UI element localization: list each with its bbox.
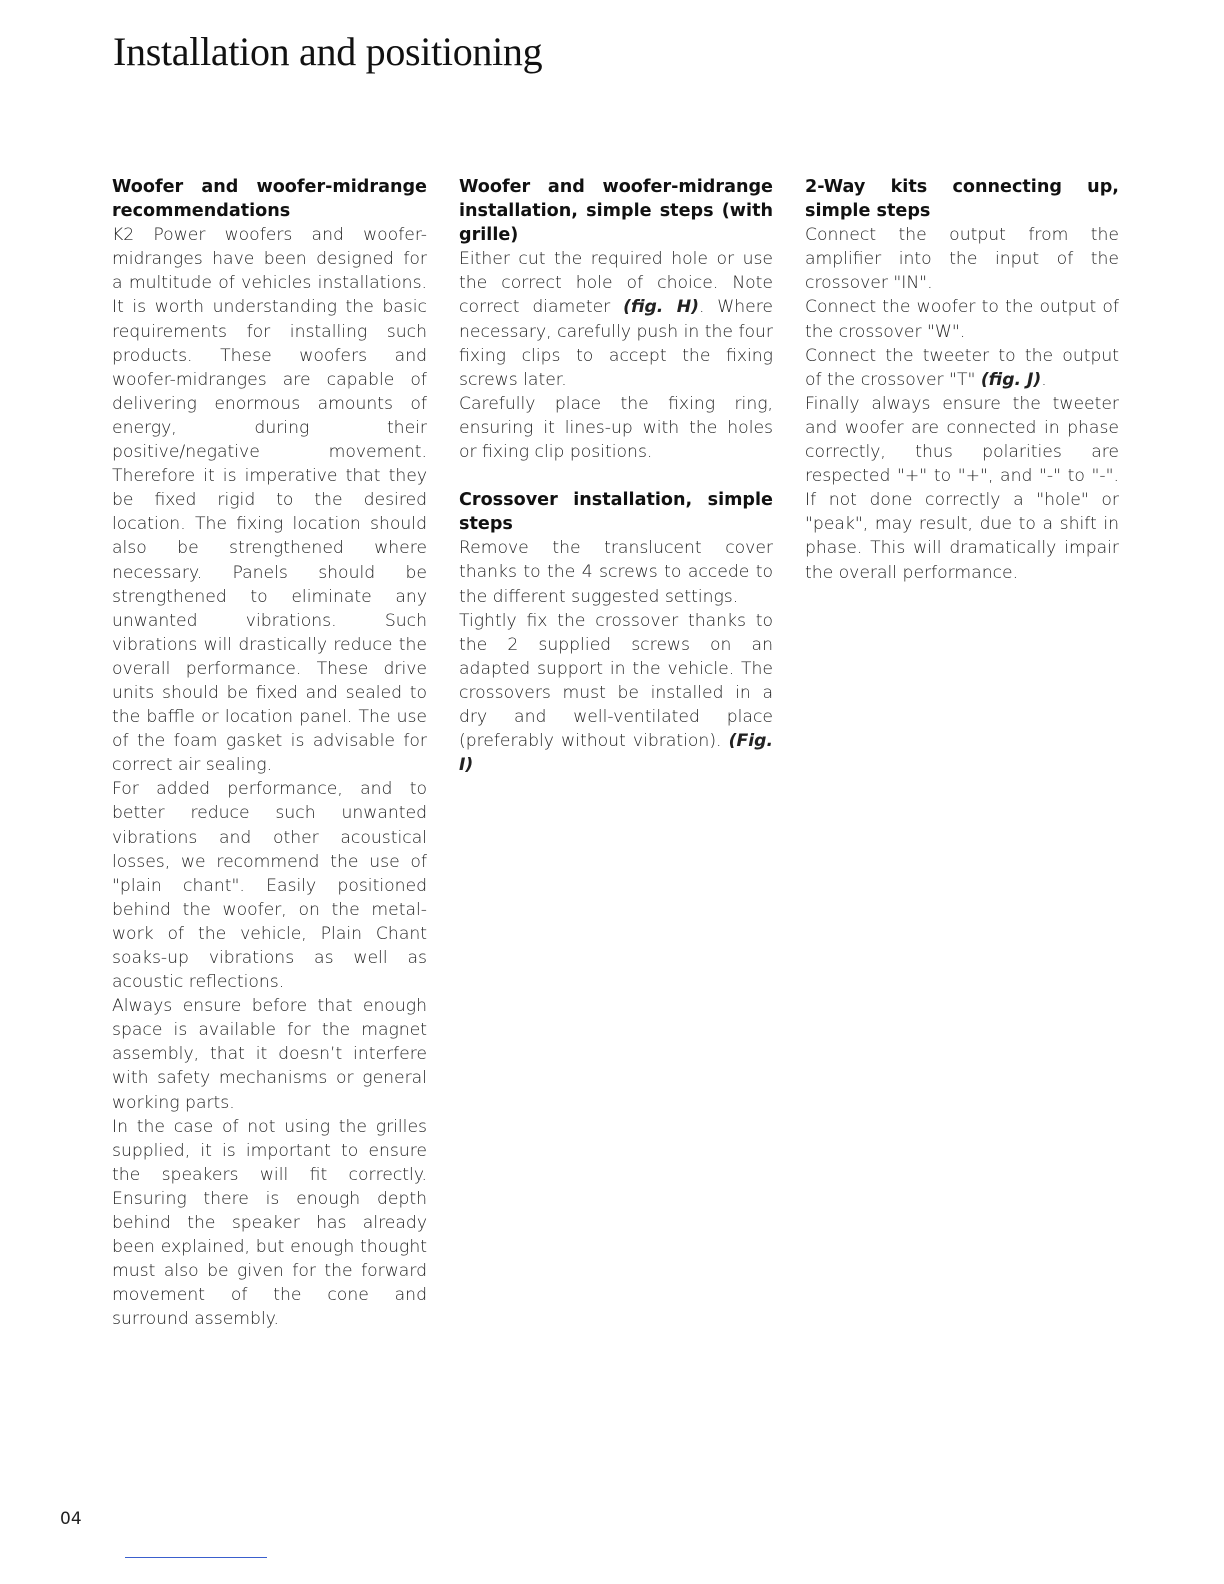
text-run: Tightly fix the crossover thanks to the 2 supplied screws on an adapted support in the vehicle. The crossovers must be installed in a dry and well-ventilated place (preferably without vibration). [459, 610, 773, 752]
text-run: Either cut the required hole or use the correct hole of choice. Note correct diameter [459, 249, 773, 318]
page-title: Installation and positioning [113, 29, 543, 74]
paragraph: Carefully place the fixing ring, ensuring it lines-up with the holes or fixing clip positions. [459, 393, 773, 463]
paragraph: Always ensure before that enough space is available for the magnet assembly, that it doesn’t interfere with safety mechanisms or general working parts. [112, 996, 427, 1113]
column-woofer-recommendations [112, 175, 427, 1332]
section-heading-crossover-installation: Crossover installation, simple steps [459, 490, 773, 535]
footer-rule [125, 1557, 267, 1558]
paragraph: Connect the woofer to the output of the crossover "W". [805, 297, 1119, 342]
paragraph: In the case of not using the grilles supplied, it is important to ensure the speakers will fit correctly. Ensuring there is enough depth behind the speaker has already been explained, but enough thought must also be given for the forward movement of the cone and surround assembly. [112, 1116, 427, 1330]
section-heading-woofer-installation: Woofer and woofer-midrange installation, simple steps (with grille) [459, 177, 773, 246]
paragraph [459, 609, 773, 778]
paragraph: Remove the translucent cover thanks to the 4 screws to accede to the different suggested settings. [459, 538, 773, 607]
figure-reference-h: (fig. H) [623, 297, 699, 318]
figure-reference-j: (fig. J) [980, 369, 1042, 390]
paragraph: Finally always ensure the tweeter and woofer are connected in phase correctly, thus polarities are respected "+" to "+", and "-" to "-". If not done correctly a "hole" or "peak", may result, due to a shift in phase. This will dramatically impair the overall performance. [805, 393, 1119, 583]
section-heading-woofer-recommendations: Woofer and woofer-midrange recommendations [112, 177, 427, 222]
section-heading-connecting-up: 2-Way kits connecting up, simple steps [805, 177, 1119, 222]
paragraph: K2 Power woofers and woofer-midranges have been designed for a multitude of vehicles installations. It is worth understanding the basic requirements for installing such products. These woofers and woofer-midranges are capable of delivering enormous amounts of energy, during their positive/negative movement. Therefore it is imperative that they be fixed rigid to the desired location. The fixing location should also be strengthened where necessary. Panels should be strengthened to eliminate any unwanted vibrations. Such vibrations will drastically reduce the overall performance. These drive units should be fixed and sealed to the baffle or location panel. The use of the foam gasket is advisable for correct air sealing. [112, 225, 427, 776]
figure-reference-i: (Fig. I) [459, 731, 773, 776]
paragraph [459, 247, 773, 392]
text-run: Connect the tweeter to the output of the crossover "T" [805, 345, 1119, 390]
paragraph: Connect the output from the amplifier into the input of the crossover "IN". [805, 225, 1119, 294]
paragraph-gap [459, 464, 773, 488]
text-run: . [1041, 369, 1047, 390]
column-installation-steps [459, 175, 773, 777]
paragraph [805, 344, 1119, 392]
page-number: 04 [60, 1509, 82, 1529]
column-connecting-up [805, 175, 1119, 585]
text-run: . Where necessary, carefully push in the four fixing clips to accept the fixing screws later. [459, 297, 773, 390]
paragraph: For added performance, and to better reduce such unwanted vibrations and other acoustical losses, we recommend the use of "plain chant". Easily positioned behind the woofer, on the metal-work of the vehicle, Plain Chant soaks-up vibrations as well as acoustic reflections. [112, 779, 427, 993]
